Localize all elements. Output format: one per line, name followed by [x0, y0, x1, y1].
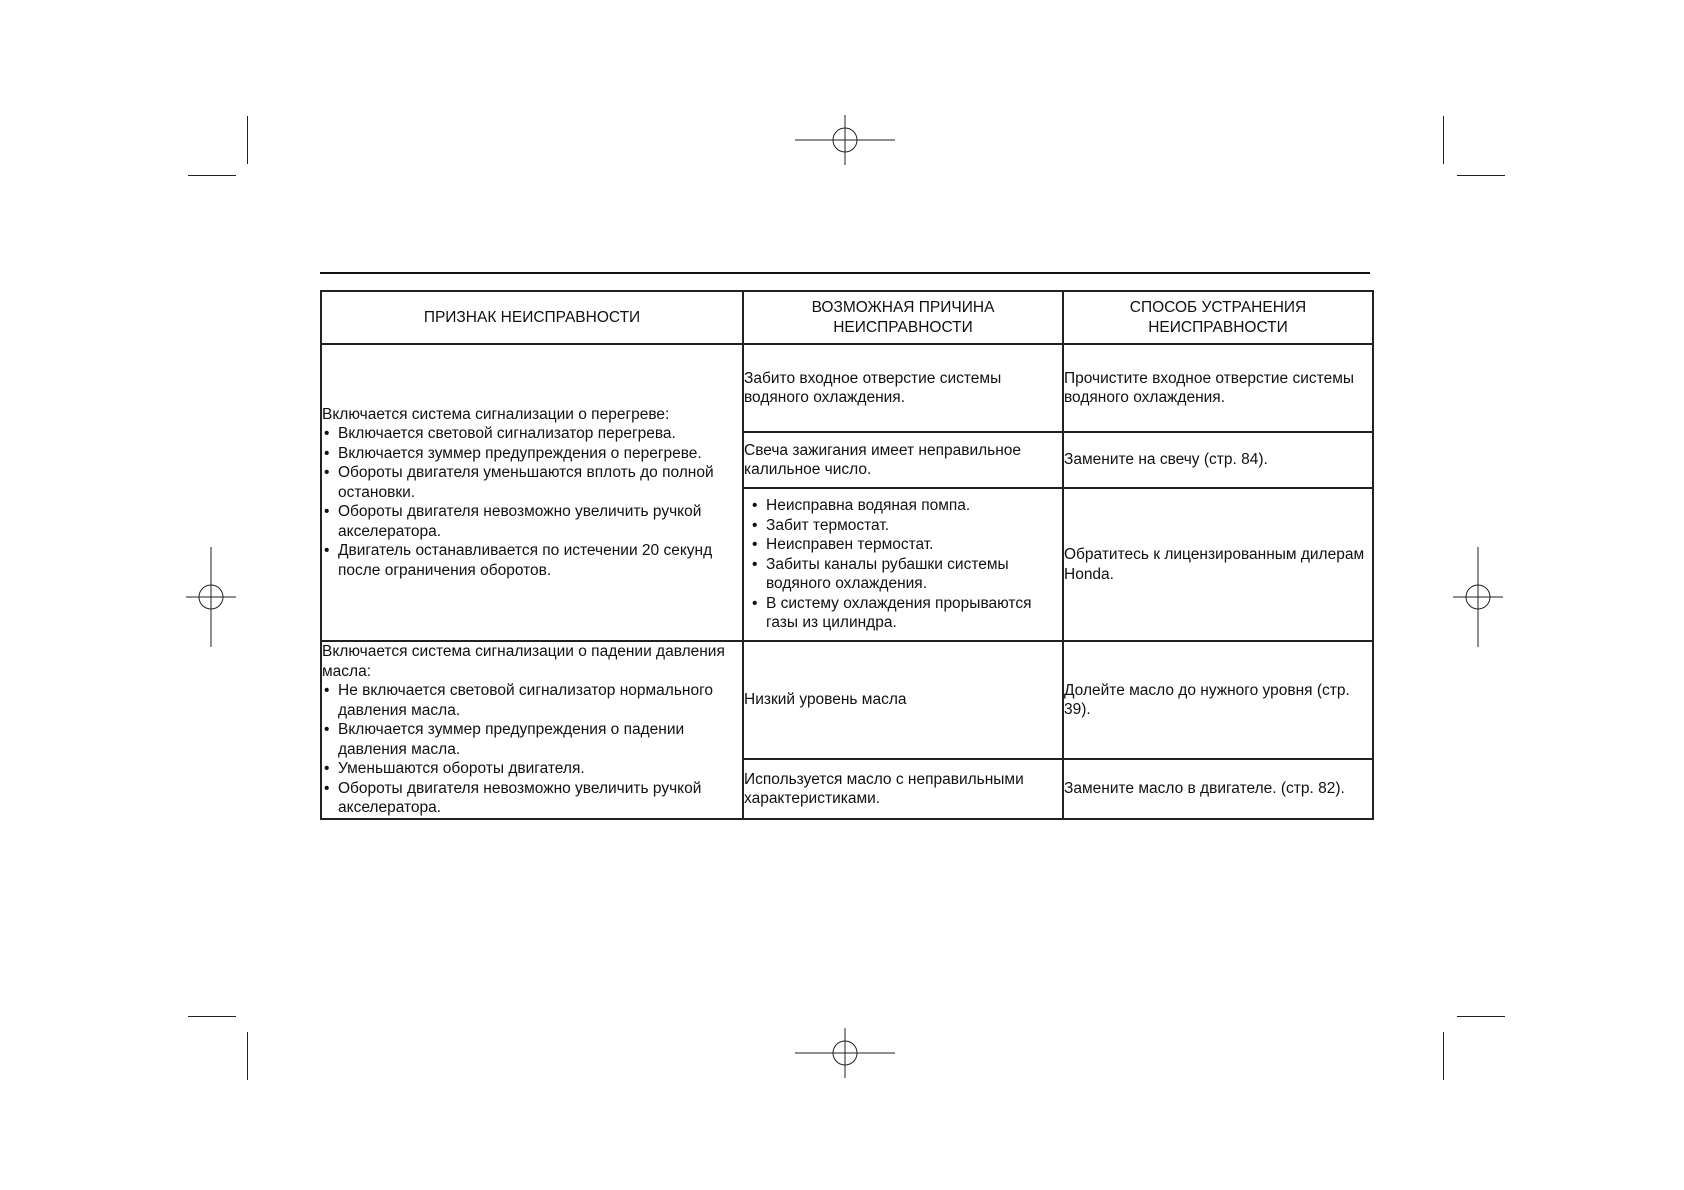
symptom-list [322, 681, 742, 818]
troubleshooting-table [320, 290, 1374, 820]
list-item: • Уменьшаются обороты двигателя. [322, 759, 742, 779]
remedy-cell: Замените на свечу (стр. 84). [1063, 432, 1373, 488]
cause-list [750, 496, 1052, 633]
list-item: • Включается зуммер предупреждения о перегреве. [322, 444, 742, 464]
list-item: • Неисправна водяная помпа. [750, 496, 1052, 516]
registration-mark [795, 90, 895, 190]
table-row [321, 641, 1373, 759]
list-item: • Обороты двигателя уменьшаются вплоть до полной остановки. [322, 463, 742, 502]
top-rule [320, 272, 1370, 274]
crop-mark [1443, 116, 1444, 164]
registration-mark [795, 1003, 895, 1103]
symptom-overheat [321, 344, 743, 641]
crop-mark [1457, 1016, 1505, 1017]
cause-cell: Свеча зажигания имеет неправильное калильное число. [743, 432, 1063, 488]
header-cause: ВОЗМОЖНАЯ ПРИЧИНА НЕИСПРАВНОСТИ [743, 291, 1063, 344]
cause-cell [743, 488, 1063, 641]
header-symptom: ПРИЗНАК НЕИСПРАВНОСТИ [321, 291, 743, 344]
table-header-row [321, 291, 1373, 344]
list-item: • Забиты каналы рубашки системы водяного охлаждения. [750, 555, 1052, 594]
crop-mark [188, 1016, 236, 1017]
crop-mark [247, 1032, 248, 1080]
remedy-cell: Долейте масло до нужного уровня (стр. 39). [1063, 641, 1373, 759]
cause-cell: Используется масло с неправильными характеристиками. [743, 759, 1063, 819]
list-item: • Двигатель останавливается по истечении 20 секунд после ограничения оборотов. [322, 541, 742, 580]
list-item: • Забит термостат. [750, 516, 1052, 536]
table-row [321, 344, 1373, 432]
list-item: • Не включается световой сигнализатор нормального давления масла. [322, 681, 742, 720]
symptom-list [322, 424, 742, 580]
list-item: • Включается зуммер предупреждения о падении давления масла. [322, 720, 742, 759]
registration-mark [1428, 547, 1528, 647]
symptom-oil-pressure [321, 641, 743, 819]
remedy-cell: Замените масло в двигателе. (стр. 82). [1063, 759, 1373, 819]
list-item: • В систему охлаждения прорываются газы из цилиндра. [750, 594, 1052, 633]
cause-cell: Низкий уровень масла [743, 641, 1063, 759]
remedy-cell: Обратитесь к лицензированным дилерам Honda. [1063, 488, 1373, 641]
remedy-cell: Прочистите входное отверстие системы водяного охлаждения. [1063, 344, 1373, 432]
crop-mark [188, 175, 236, 176]
cause-cell: Забито входное отверстие системы водяного охлаждения. [743, 344, 1063, 432]
symptom-intro: Включается система сигнализации о перегреве: [322, 405, 670, 423]
list-item: • Обороты двигателя невозможно увеличить ручкой акселератора. [322, 502, 742, 541]
symptom-intro: Включается система сигнализации о падении давления масла: [322, 643, 725, 680]
list-item: • Включается световой сигнализатор перегрева. [322, 424, 742, 444]
list-item: • Неисправен термостат. [750, 535, 1052, 555]
registration-mark [161, 547, 261, 647]
crop-mark [247, 116, 248, 164]
list-item: • Обороты двигателя невозможно увеличить ручкой акселератора. [322, 779, 742, 818]
crop-mark [1457, 175, 1505, 176]
crop-mark [1443, 1032, 1444, 1080]
header-remedy: СПОСОБ УСТРАНЕНИЯ НЕИСПРАВНОСТИ [1063, 291, 1373, 344]
